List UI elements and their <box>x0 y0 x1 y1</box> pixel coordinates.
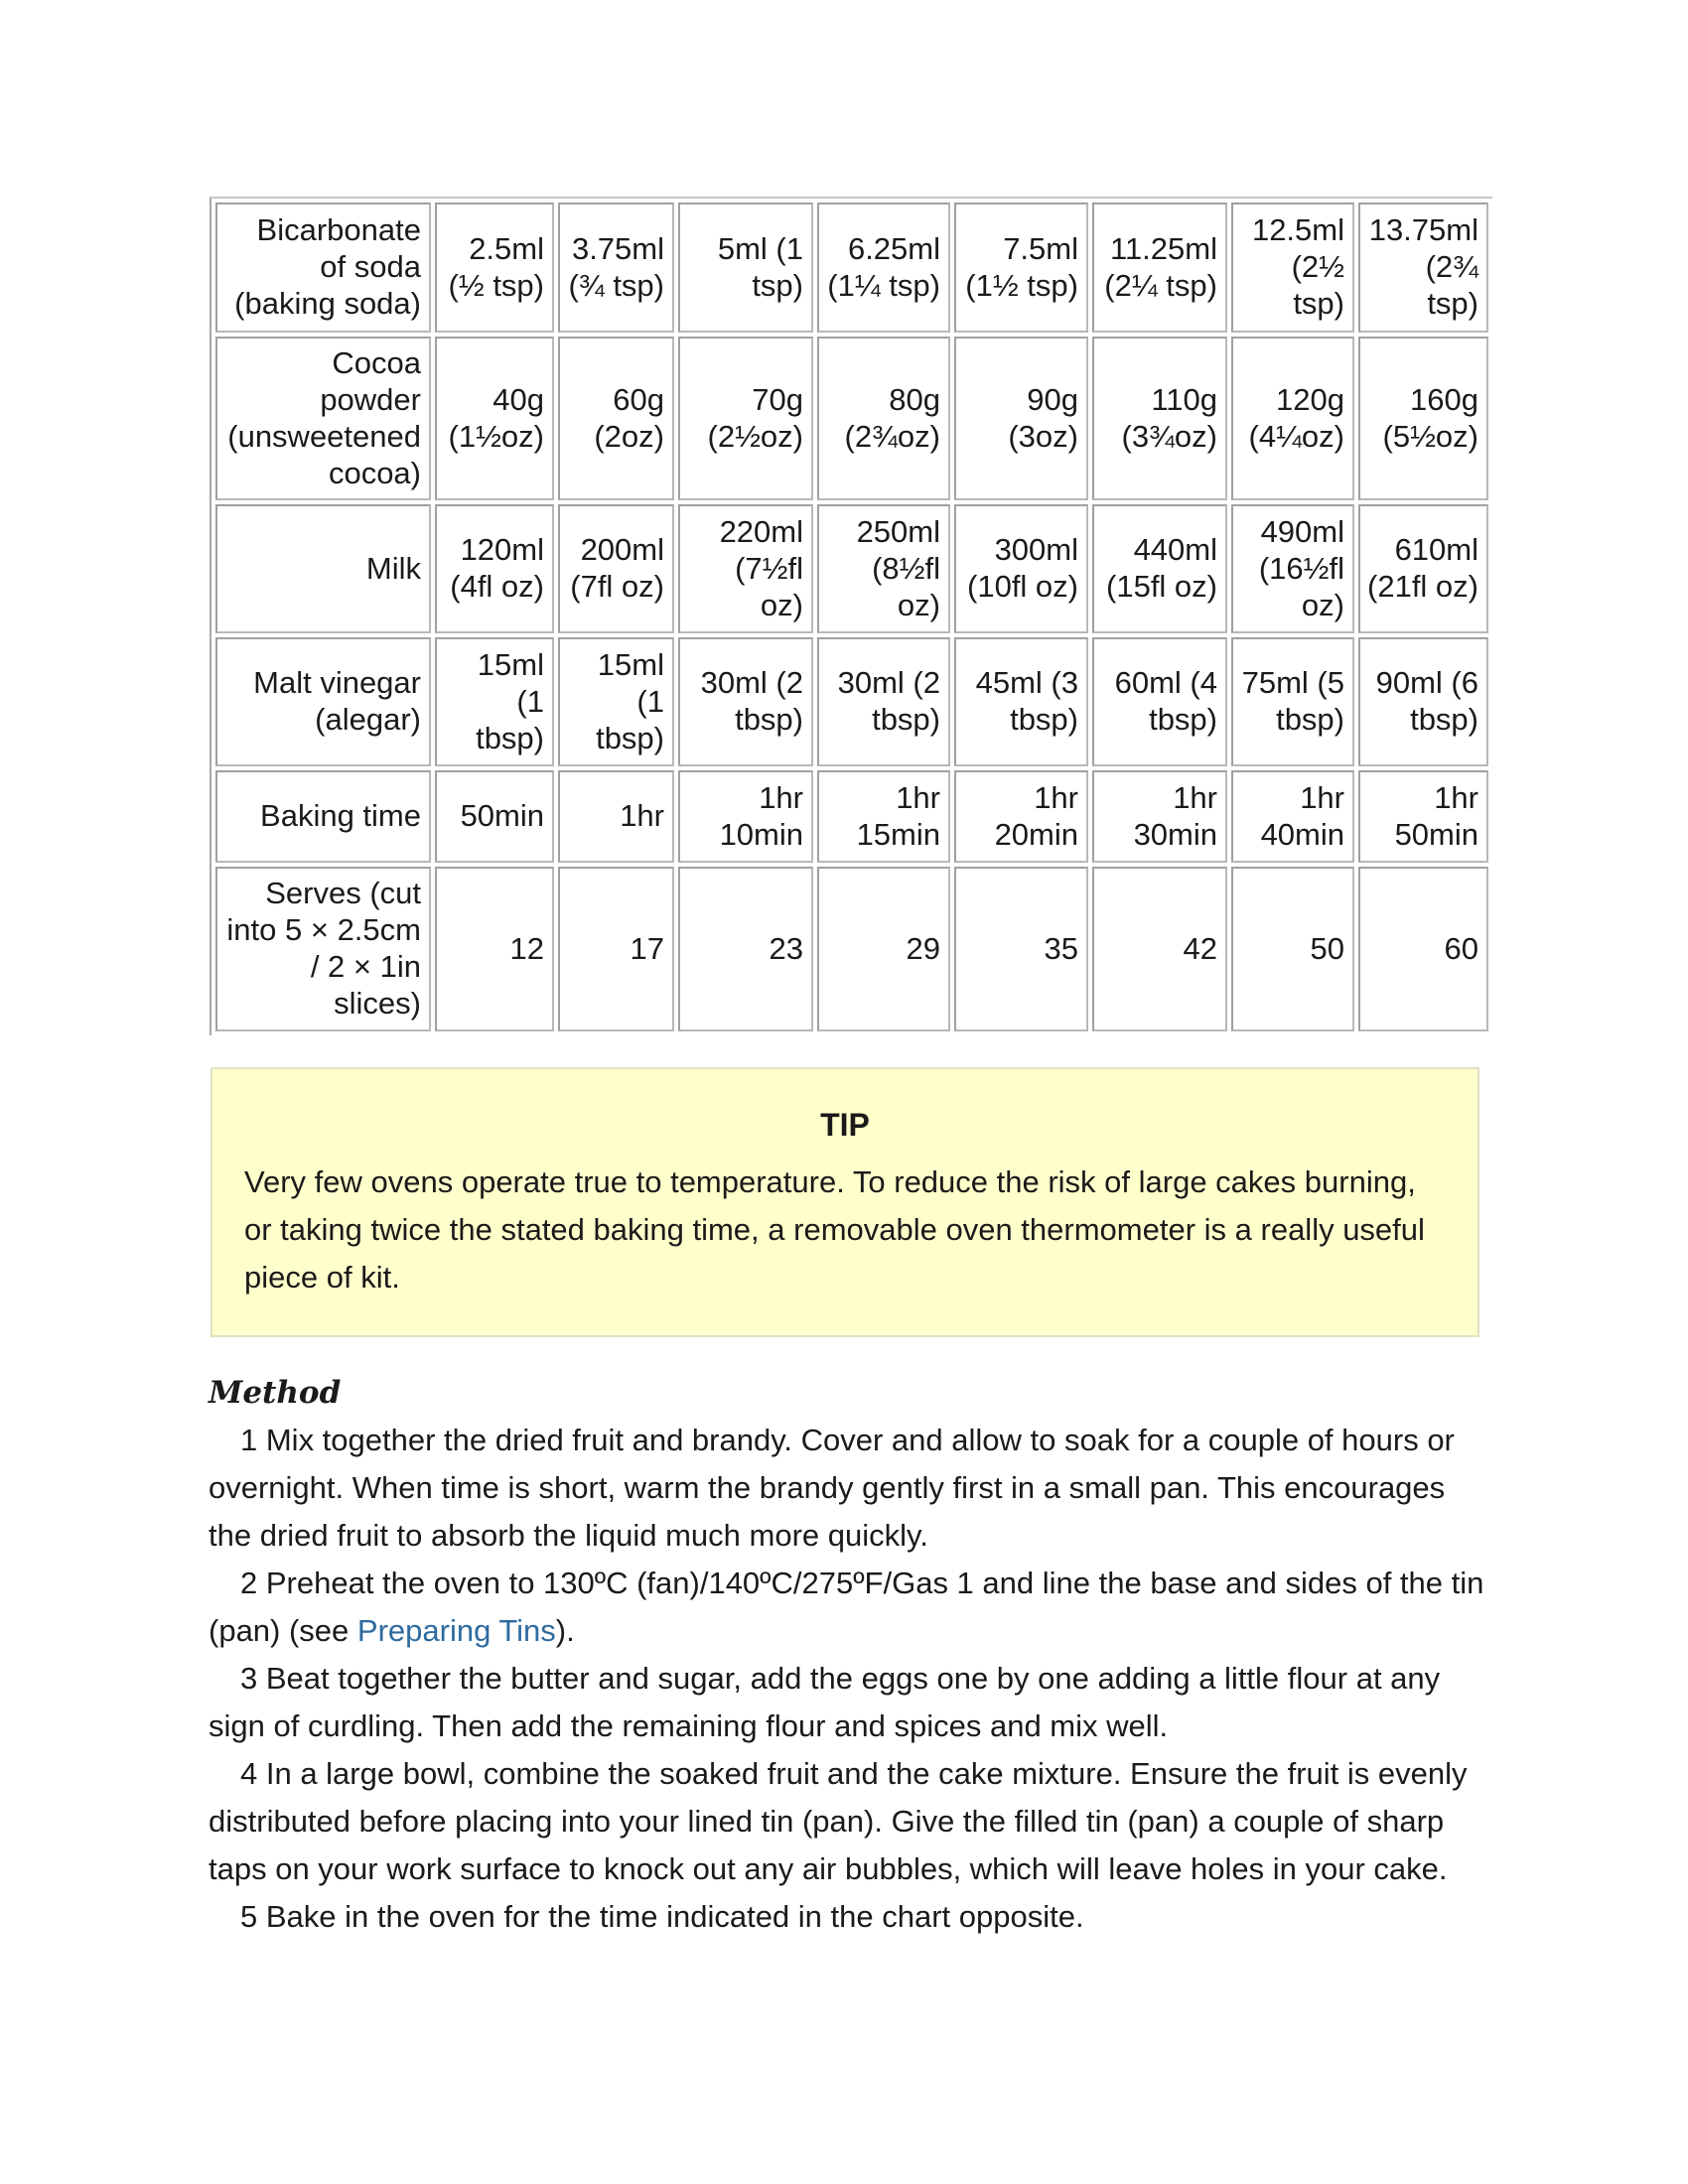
table-cell: 1hr 20min <box>954 770 1088 863</box>
table-cell: 200ml (7fl oz) <box>558 504 674 633</box>
table-cell: 12 <box>435 867 554 1031</box>
table-cell: 13.75ml (2¾ tsp) <box>1358 203 1488 333</box>
table-cell: 70g (2½oz) <box>678 337 813 500</box>
table-cell: 60 <box>1358 867 1488 1031</box>
table-cell: 60g (2oz) <box>558 337 674 500</box>
table-row <box>215 637 1488 766</box>
table-cell: 90ml (6 tbsp) <box>1358 637 1488 766</box>
table-row <box>215 504 1488 633</box>
table-cell: 11.25ml (2¼ tsp) <box>1092 203 1227 333</box>
table-cell: 110g (3¾oz) <box>1092 337 1227 500</box>
table-cell: 220ml (7½fl oz) <box>678 504 813 633</box>
method-step-5: 5 Bake in the oven for the time indicated in the chart opposite. <box>240 1899 1084 1934</box>
table-cell: 29 <box>817 867 950 1031</box>
table-cell: 30ml (2 tbsp) <box>678 637 813 766</box>
tip-box <box>211 1067 1479 1337</box>
method-step-2 <box>209 1560 1491 1655</box>
table-cell: 250ml (8½fl oz) <box>817 504 950 633</box>
row-label: Milk <box>215 504 431 633</box>
table-cell: 42 <box>1092 867 1227 1031</box>
table-cell: 40g (1½oz) <box>435 337 554 500</box>
table-cell: 50min <box>435 770 554 863</box>
ingredients-table <box>210 197 1492 1035</box>
tip-title: TIP <box>820 1107 870 1143</box>
table-cell: 440ml (15fl oz) <box>1092 504 1227 633</box>
table-row <box>215 203 1488 333</box>
method-step-1: 1 Mix together the dried fruit and brandy. Cover and allow to soak for a couple of hours or overnight. When time is short, warm the brandy gently first in a small pan. This encourages the dried fruit to absorb the liquid much more quickly. <box>209 1423 1455 1553</box>
row-label: Cocoa powder (unsweetened cocoa) <box>215 337 431 500</box>
table-cell: 7.5ml (1½ tsp) <box>954 203 1088 333</box>
table-cell: 15ml (1 tbsp) <box>558 637 674 766</box>
table-cell: 1hr 30min <box>1092 770 1227 863</box>
row-label: Serves (cut into 5 × 2.5cm / 2 × 1in slices) <box>215 867 431 1031</box>
table-cell: 50 <box>1231 867 1354 1031</box>
table-cell: 3.75ml (¾ tsp) <box>558 203 674 333</box>
table-cell: 2.5ml (½ tsp) <box>435 203 554 333</box>
table-cell: 6.25ml (1¼ tsp) <box>817 203 950 333</box>
table-cell: 90g (3oz) <box>954 337 1088 500</box>
table-cell: 12.5ml (2½ tsp) <box>1231 203 1354 333</box>
table-cell: 45ml (3 tbsp) <box>954 637 1088 766</box>
preparing-tins-link[interactable]: Preparing Tins <box>356 1613 556 1648</box>
row-label: Baking time <box>215 770 431 863</box>
method-heading: Method <box>209 1375 342 1411</box>
method-step-2-text: 2 Preheat the oven to 130ºC (fan)/140ºC/275ºF/Gas 1 and line the base and sides of the tin (pan) (see <box>209 1566 1484 1648</box>
table-cell: 1hr 40min <box>1231 770 1354 863</box>
table-cell: 80g (2¾oz) <box>817 337 950 500</box>
method-step-3: 3 Beat together the butter and sugar, add the eggs one by one adding a little flour at any sign of curdling. Then add the remaining flour and spices and mix well. <box>209 1661 1441 1743</box>
page-content <box>209 197 1491 1941</box>
table-cell: 75ml (5 tbsp) <box>1231 637 1354 766</box>
table-cell: 5ml (1 tsp) <box>678 203 813 333</box>
table-cell: 120ml (4fl oz) <box>435 504 554 633</box>
table-cell: 490ml (16½fl oz) <box>1231 504 1354 633</box>
table-cell: 1hr <box>558 770 674 863</box>
table-cell: 300ml (10fl oz) <box>954 504 1088 633</box>
method-step-4: 4 In a large bowl, combine the soaked fruit and the cake mixture. Ensure the fruit is evenly distributed before placing into your lined tin (pan). Give the filled tin (pan) a couple of sharp taps on your work surface to knock out any air bubbles, which will leave holes in your cake. <box>209 1756 1468 1886</box>
table-cell: 1hr 50min <box>1358 770 1488 863</box>
table-cell: 23 <box>678 867 813 1031</box>
table-row <box>215 867 1488 1031</box>
table-row <box>215 770 1488 863</box>
table-cell: 1hr 10min <box>678 770 813 863</box>
table-cell: 17 <box>558 867 674 1031</box>
table-cell: 120g (4¼oz) <box>1231 337 1354 500</box>
method-step-2-end: ). <box>555 1613 575 1648</box>
table-cell: 160g (5½oz) <box>1358 337 1488 500</box>
table-cell: 35 <box>954 867 1088 1031</box>
table-cell: 610ml (21fl oz) <box>1358 504 1488 633</box>
tip-text: Very few ovens operate true to temperature. To reduce the risk of large cakes burning, or taking twice the stated baking time, a removable oven thermometer is a really useful piece of kit. <box>244 1164 1425 1295</box>
row-label: Malt vinegar (alegar) <box>215 637 431 766</box>
row-label: Bicarbonate of soda (baking soda) <box>215 203 431 333</box>
table-cell: 15ml (1 tbsp) <box>435 637 554 766</box>
table-cell: 30ml (2 tbsp) <box>817 637 950 766</box>
table-cell: 1hr 15min <box>817 770 950 863</box>
table-cell: 60ml (4 tbsp) <box>1092 637 1227 766</box>
table-row <box>215 337 1488 500</box>
